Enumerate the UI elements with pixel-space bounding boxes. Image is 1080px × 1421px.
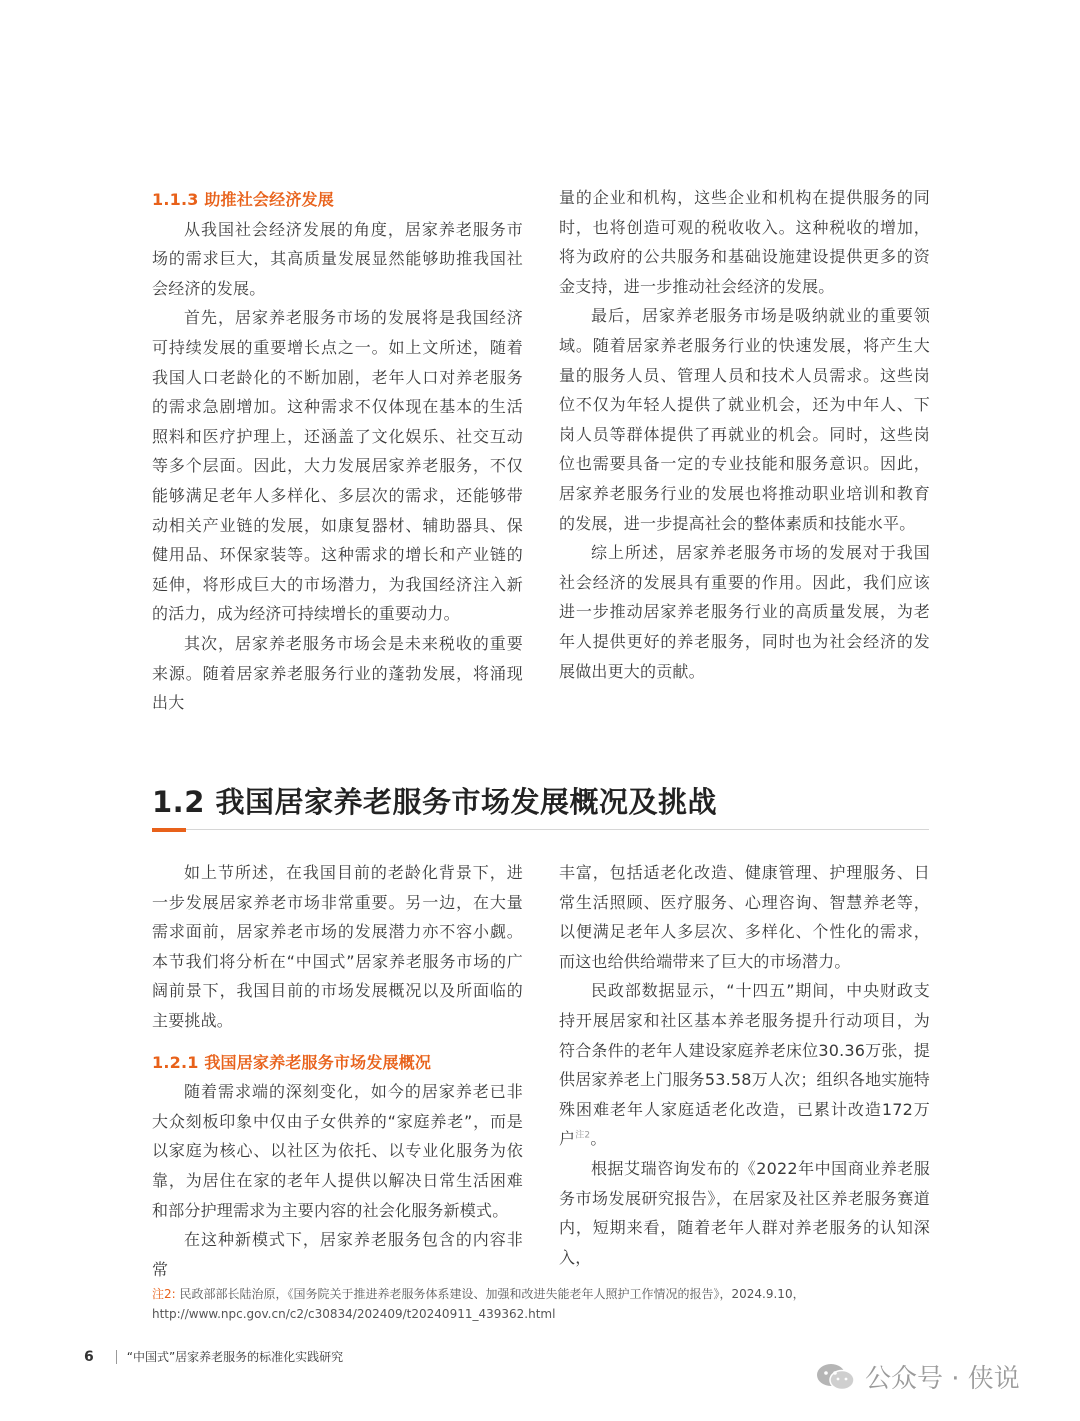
paragraph: 丰富，包括适老化改造、健康管理、护理服务、日常生活照顾、医疗服务、心理咨询、智慧养老等，以便满足老年人多层次、多样化、个性化的需求，而这也给供给端带来了巨大的市场潜力。 bbox=[559, 863, 930, 971]
page-footer bbox=[84, 1348, 343, 1365]
title-divider bbox=[152, 829, 929, 830]
paragraph bbox=[559, 976, 930, 1154]
paragraph: 从我国社会经济发展的角度，居家养老服务市场的需求巨大，其高质量发展显然能够助推我国社会经济的发展。 bbox=[152, 219, 523, 298]
paragraph: 其次，居家养老服务市场会是未来税收的重要来源。随着居家养老服务行业的蓬勃发展，将涌现出大 bbox=[152, 633, 523, 713]
left-column-lower bbox=[152, 858, 523, 1284]
title-accent-bar bbox=[152, 828, 186, 832]
right-column-lower bbox=[559, 858, 930, 1272]
subsection-heading-1-1-3: 1.1.3 助推社会经济发展 bbox=[152, 190, 334, 209]
paragraph-text: 民政部数据显示，“十四五”期间，中央财政支持开展居家和社区基本养老服务提升行动项目，为符合条件的老年人建设家庭养老床位30.36万张，提供居家养老上门服务53.58万人次；组织各地实施特殊困难老年人家庭适老化改造，已累计改造172万户 bbox=[559, 981, 930, 1149]
footer-divider bbox=[116, 1350, 117, 1364]
paragraph: 随着需求端的深刻变化，如今的居家养老已非大众刻板印象中仅由子女供养的“家庭养老”，而是以家庭为核心、以社区为依托、以专业化服务为依靠，为居住在家的老年人提供以解决日常生活困难和部分护理需求为主要内容的社会化服务新模式。 bbox=[152, 1082, 523, 1220]
paragraph: 量的企业和机构，这些企业和机构在提供服务的同时，也将创造可观的税收收入。这种税收的增加，将为政府的公共服务和基础设施建设提供更多的资金支持，进一步推动社会经济的发展。 bbox=[559, 188, 930, 296]
paragraph: 最后，居家养老服务市场是吸纳就业的重要领域。随着居家养老服务行业的快速发展，将产生大量的服务人员、管理人员和技术人员需求。这些岗位不仅为年轻人提供了就业机会，还为中年人、下岗人员等群体提供了再就业的机会。同时，这些岗位也需要具备一定的专业技能和服务意识。因此，居家养老服务行业的发展也将推动职业培训和教育的发展，进一步提高社会的整体素质和技能水平。 bbox=[559, 306, 930, 533]
section-title: 1.2 我国居家养老服务市场发展概况及挑战 bbox=[152, 785, 717, 819]
right-column-upper bbox=[559, 183, 930, 686]
watermark-text: 公众号 · 侠说 bbox=[865, 1364, 1020, 1394]
document-title: “中国式”居家养老服务的标准化实践研究 bbox=[126, 1350, 344, 1364]
subsection-heading-1-2-1: 1.2.1 我国居家养老服务市场发展概况 bbox=[152, 1052, 432, 1072]
left-column-upper bbox=[152, 185, 523, 718]
paragraph-end: 。 bbox=[590, 1129, 607, 1149]
footnote-reference[interactable]: 注2 bbox=[575, 1131, 591, 1142]
footnote-label: 注2: bbox=[152, 1287, 176, 1301]
paragraph: 在这种新模式下，居家养老服务包含的内容非常 bbox=[152, 1230, 523, 1279]
paragraph: 根据艾瑞咨询发布的《2022年中国商业养老服务市场发展研究报告》，在居家及社区养老服务赛道内，短期来看，随着老年人群对养老服务的认知深入， bbox=[559, 1158, 930, 1267]
wechat-watermark bbox=[815, 1358, 1020, 1395]
paragraph: 首先，居家养老服务市场的发展将是我国经济可持续发展的重要增长点之一。如上文所述，随着我国人口老龄化的不断加剧，老年人口对养老服务的需求急剧增加。这种需求不仅体现在基本的生活照料和医疗护理上，还涵盖了文化娱乐、社交互动等多个层面。因此，大力发展居家养老服务，不仅能够满足老年人多样化、多层次的需求，还能够带动相关产业链的发展，如康复器材、辅助器具、保健用品、环保家装等。这种需求的增长和产业链的延伸，将形成巨大的市场潜力，为我国经济注入新的活力，成为经济可持续增长的重要动力。 bbox=[152, 308, 523, 624]
footnote-text: 民政部部长陆治原，《国务院关于推进养老服务体系建设、加强和改进失能老年人照护工作情况的报告》，2024.9.10，http://www.npc.gov.cn/c2/c30834/202409/t20240911_439362.html bbox=[152, 1287, 805, 1321]
page-number: 6 bbox=[84, 1348, 94, 1365]
wechat-icon bbox=[815, 1362, 857, 1392]
paragraph: 如上节所述，在我国目前的老龄化背景下，进一步发展居家养老市场非常重要。另一边，在大量需求面前，居家养老市场的发展潜力亦不容小觑。本节我们将分析在“中国式”居家养老服务市场的广阔前景下，我国目前的市场发展概况以及所面临的主要挑战。 bbox=[152, 863, 523, 1030]
paragraph: 综上所述，居家养老服务市场的发展对于我国社会经济的发展具有重要的作用。因此，我们应该进一步推动居家养老服务行业的高质量发展，为老年人提供更好的养老服务，同时也为社会经济的发展做出更大的贡献。 bbox=[559, 543, 930, 681]
footnote bbox=[152, 1284, 922, 1324]
